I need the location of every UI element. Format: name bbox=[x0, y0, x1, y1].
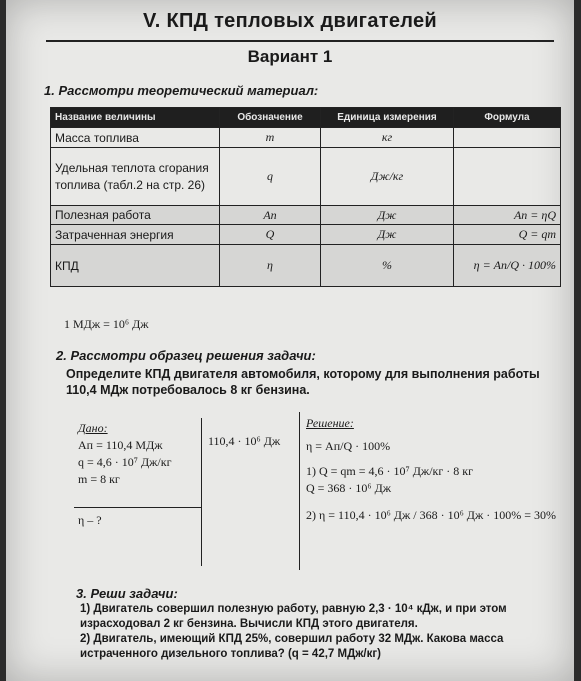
table-cell: Дж bbox=[321, 206, 454, 225]
table-cell: Полезная работа bbox=[51, 206, 220, 225]
solution-step: 1) Q = qm = 4,6 · 10⁷ Дж/кг · 8 кг bbox=[306, 464, 474, 478]
table-cell: Aп = ηQ bbox=[454, 206, 561, 225]
given-column-divider bbox=[201, 418, 202, 566]
table-cell: Aп bbox=[220, 206, 321, 225]
find-item: η – ? bbox=[78, 513, 102, 527]
table-cell: Дж bbox=[321, 225, 454, 245]
table-row bbox=[51, 225, 561, 245]
solution-step: Q = 368 · 10⁶ Дж bbox=[306, 481, 392, 495]
task-item: 1) Двигатель совершил полезную работу, равную 2,3 · 10⁴ кДж, и при этом израсходовал 2 кг бензина. Вычисли КПД этого двигателя. bbox=[80, 603, 507, 630]
column-header: Единица измерения bbox=[321, 108, 454, 128]
given-block bbox=[78, 420, 172, 488]
column-header: Название величины bbox=[51, 108, 220, 128]
tasks-block bbox=[80, 602, 570, 662]
table-cell: % bbox=[321, 245, 454, 287]
example-problem: Определите КПД двигателя автомобиля, которому для выполнения работы 110,4 МДж потребовалось 8 кг бензина. bbox=[66, 367, 540, 397]
given-label: Дано: bbox=[78, 421, 108, 435]
table-cell: Q bbox=[220, 225, 321, 245]
table-cell: η bbox=[220, 245, 321, 287]
given-item: m = 8 кг bbox=[78, 472, 120, 486]
table-cell: Дж/кг bbox=[321, 148, 454, 206]
column-header: Обозначение bbox=[220, 108, 321, 128]
table-cell bbox=[454, 148, 561, 206]
table-cell: η = Aп/Q · 100% bbox=[454, 245, 561, 287]
page-title: V. КПД тепловых двигателей bbox=[142, 10, 438, 32]
solution-column-divider bbox=[299, 412, 300, 570]
solution-step: 2) η = 110,4 · 10⁶ Дж / 368 · 10⁶ Дж · 100% = 30% bbox=[306, 508, 556, 522]
table-row bbox=[51, 148, 561, 206]
table-cell: кг bbox=[321, 128, 454, 148]
quantities-table bbox=[50, 107, 561, 287]
section2-heading: 2. Рассмотри образец решения задачи: bbox=[56, 348, 316, 363]
table-cell: q bbox=[220, 148, 321, 206]
task-item: 2) Двигатель, имеющий КПД 25%, совершил работу 32 МДж. Какова масса истраченного дизельного топлива? (q = 42,7 МДж/кг) bbox=[80, 633, 504, 660]
table-row bbox=[51, 128, 561, 148]
given-item: Aп = 110,4 МДж bbox=[78, 438, 163, 452]
si-conversion: 110,4 · 10⁶ Дж bbox=[208, 434, 281, 448]
given-divider bbox=[74, 507, 201, 508]
section3-heading: 3. Реши задачи: bbox=[76, 586, 178, 601]
table-cell bbox=[454, 128, 561, 148]
table-cell: m bbox=[220, 128, 321, 148]
table-cell: Удельная теплота сгорания топлива (табл.2 на стр. 26) bbox=[51, 148, 220, 206]
given-item: q = 4,6 · 10⁷ Дж/кг bbox=[78, 455, 172, 469]
worksheet-page bbox=[6, 0, 574, 681]
solution-block bbox=[306, 415, 556, 524]
column-header: Формула bbox=[454, 108, 561, 128]
title-rule bbox=[46, 40, 554, 42]
solution-label: Решение: bbox=[306, 416, 354, 430]
table-cell: Q = qm bbox=[454, 225, 561, 245]
table-cell: КПД bbox=[51, 245, 220, 287]
table-row bbox=[51, 245, 561, 287]
solution-step: η = Aп/Q · 100% bbox=[306, 439, 391, 453]
table-row bbox=[51, 206, 561, 225]
variant-heading: Вариант 1 bbox=[247, 47, 333, 66]
table-cell: Затраченная энергия bbox=[51, 225, 220, 245]
unit-note: 1 МДж = 10⁶ Дж bbox=[64, 317, 149, 331]
table-cell: Масса топлива bbox=[51, 128, 220, 148]
table-header-row bbox=[51, 108, 561, 128]
section1-heading: 1. Рассмотри теоретический материал: bbox=[44, 83, 319, 98]
